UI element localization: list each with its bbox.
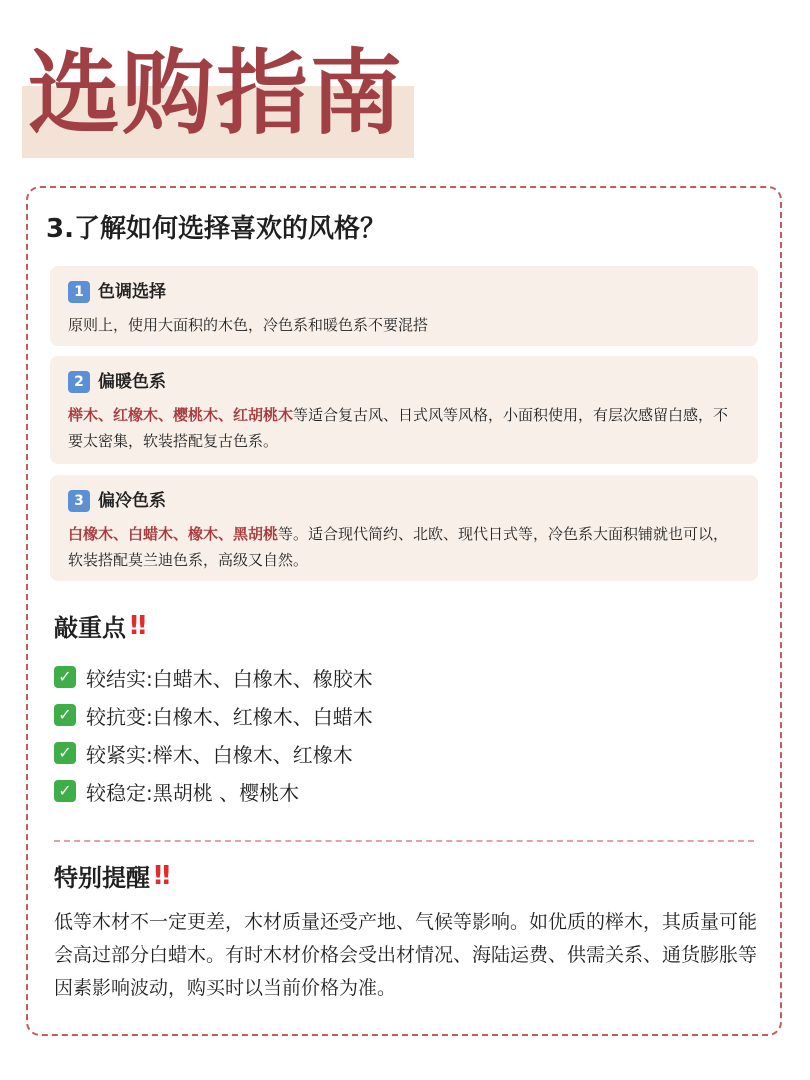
key-points-title: 敲重点 ‼: [54, 610, 141, 642]
list-item: ✓ 较抗变:白橡木、红橡木、白蜡木: [54, 696, 373, 734]
wood-highlight: 榉木、红橡木、樱桃木、红胡桃木: [68, 406, 294, 424]
double-exclamation-icon: ‼: [130, 610, 141, 641]
number-1-icon: 1: [68, 281, 90, 303]
reminder-body: 低等木材不一定更差，木材质量还受产地、气候等影响。如优质的榉木，其质量可能会高过部分白蜡木。有时木材价格会受出材情况、海陆运费、供需关系、通货膨胀等因素影响波动，购买时以当前价格为准。: [54, 911, 758, 999]
reminder-title: 特别提醒 ‼: [54, 860, 165, 892]
card-heading: 偏冷色系: [98, 491, 166, 511]
check-mark-icon: ✓: [54, 666, 76, 688]
list-item: ✓ 较稳定:黑胡桃 、樱桃木: [54, 772, 373, 810]
list-item: ✓ 较结实:白蜡木、白橡木、橡胶木: [54, 658, 373, 696]
card-warm-tones: [50, 356, 758, 464]
card-tone-selection: [50, 266, 758, 346]
section-title: 3.了解如何选择喜欢的风格？: [46, 214, 386, 244]
card-body: 原则上，使用大面积的木色，冷色系和暖色系不要混搭: [68, 316, 429, 334]
number-3-icon: 3: [68, 490, 90, 512]
section-divider: [54, 840, 754, 842]
page-title: 选购指南: [28, 40, 405, 147]
check-mark-icon: ✓: [54, 704, 76, 726]
card-heading: 色调选择: [98, 282, 166, 302]
key-points-list: [54, 658, 373, 810]
list-item: ✓ 较紧实:榉木、白橡木、红橡木: [54, 734, 373, 772]
number-2-icon: 2: [68, 371, 90, 393]
card-cool-tones: [50, 475, 758, 581]
double-exclamation-icon: ‼: [154, 860, 165, 891]
check-mark-icon: ✓: [54, 742, 76, 764]
check-mark-icon: ✓: [54, 780, 76, 802]
card-body: 榉木、红橡木、樱桃木、红胡桃木等适合复古风、日式风等风格，小面积使用，有层次感留白感，不要太密集，软装搭配复古色系。: [68, 406, 729, 450]
card-heading: 偏暖色系: [98, 372, 166, 392]
card-body: 白橡木、白蜡木、橡木、黑胡桃等。适合现代简约、北欧、现代日式等，冷色系大面积铺就也可以，软装搭配莫兰迪色系，高级又自然。: [68, 525, 729, 569]
title-block: [22, 30, 414, 158]
wood-highlight: 白橡木、白蜡木、橡木、黑胡桃: [68, 525, 279, 543]
